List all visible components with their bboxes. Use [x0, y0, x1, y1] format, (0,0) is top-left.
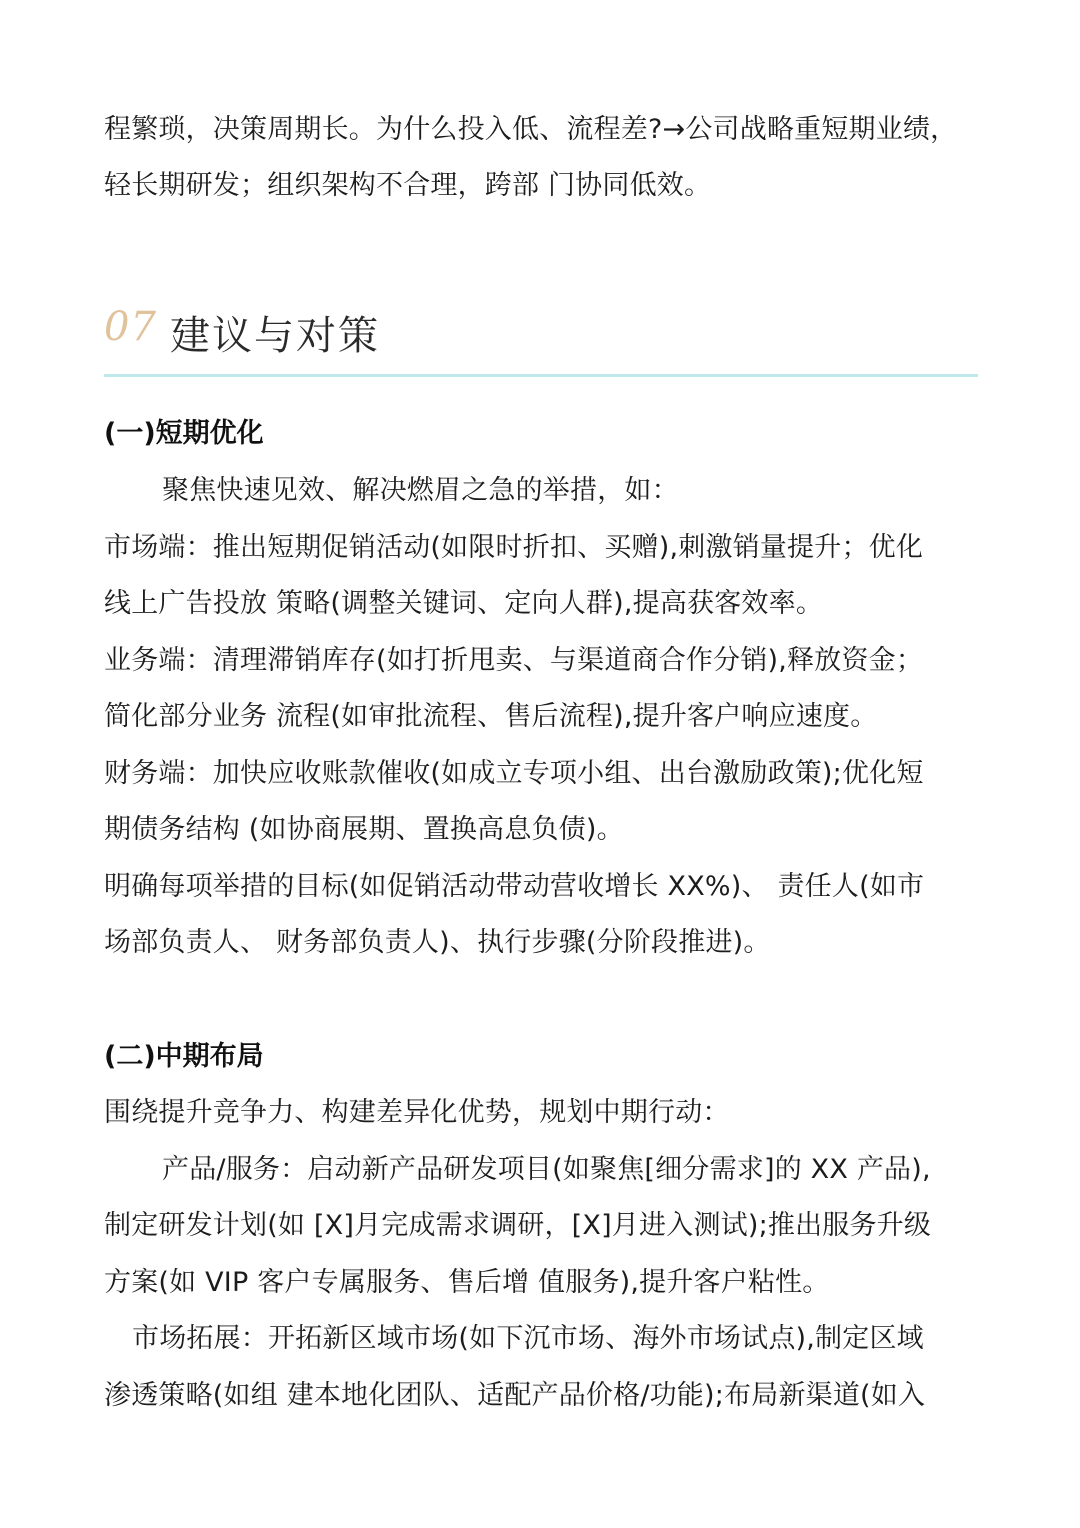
mid-term-line-3: 制定研发计划(如 [X]月完成需求调研，[X]月进入测试);推出服务升级: [104, 1210, 932, 1241]
mid-term-line-5: 市场拓展：开拓新区域市场(如下沉市场、海外市场试点),制定区域: [132, 1323, 924, 1354]
short-term-heading: (一)短期优化: [104, 418, 264, 449]
short-term-line-8: 明确每项举措的目标(如促销活动带动营收增长 XX%)、 责任人(如市: [104, 871, 925, 902]
short-term-line-5: 简化部分业务 流程(如审批流程、售后流程),提升客户响应速度。: [104, 701, 878, 732]
intro-line-2: 轻长期研发；组织架构不合理，跨部 门协同低效。: [104, 170, 712, 201]
mid-term-line-4: 方案(如 VIP 客户专属服务、售后增 值服务),提升客户粘性。: [104, 1267, 830, 1298]
mid-term-line-6: 渗透策略(如组 建本地化团队、适配产品价格/功能);布局新渠道(如入: [104, 1380, 926, 1411]
mid-term-line-1: 围绕提升竞争力、构建差异化优势，规划中期行动：: [104, 1097, 730, 1128]
short-term-line-7: 期债务结构 (如协商展期、置换高息负债)。: [104, 814, 624, 845]
short-term-line-3: 线上广告投放 策略(调整关键词、定向人群),提高获客效率。: [104, 588, 824, 619]
mid-term-line-2: 产品/服务：启动新产品研发项目(如聚焦[细分需求]的 XX 产品),: [162, 1154, 931, 1185]
short-term-line-1: 聚焦快速见效、解决燃眉之急的举措，如：: [162, 475, 679, 506]
section-header: [104, 300, 978, 360]
section-title: 建议与对策: [170, 313, 380, 359]
intro-line-1: 程繁琐，决策周期长。为什么投入低、流程差?→公司战略重短期业绩，: [104, 114, 958, 145]
section-divider: [104, 374, 978, 377]
short-term-line-2: 市场端：推出短期促销活动(如限时折扣、买赠),刺激销量提升；优化: [104, 532, 924, 563]
mid-term-heading: (二)中期布局: [104, 1041, 264, 1072]
short-term-line-6: 财务端：加快应收账款催收(如成立专项小组、出台激励政策);优化短: [104, 758, 924, 789]
short-term-line-9: 场部负责人、 财务部负责人)、执行步骤(分阶段推进)。: [104, 927, 771, 958]
short-term-line-4: 业务端：清理滞销库存(如打折甩卖、与渠道商合作分销),释放资金；: [104, 645, 924, 676]
section-number: 07: [104, 304, 157, 350]
